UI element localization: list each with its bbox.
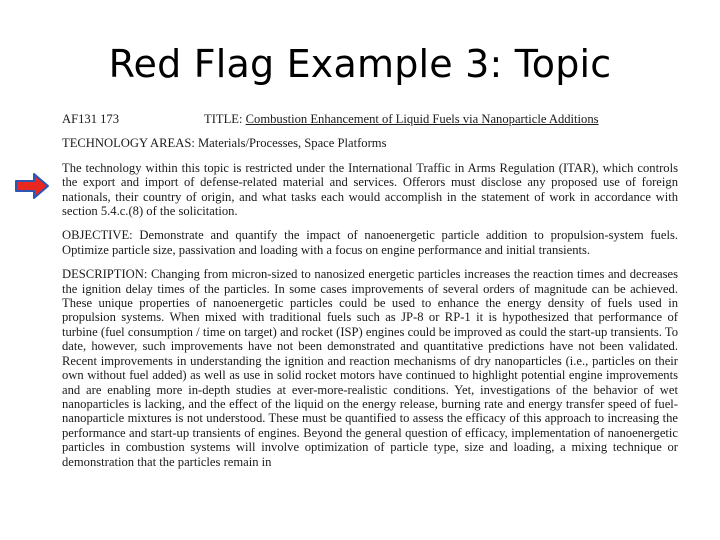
itar-paragraph: The technology within this topic is restricted under the International Traffic in Arms Regulation (ITAR), which controls the export and import of defense-related material and services. Offerors must disclose any proposed use of foreign nationals, their country of origin, and what tasks each would accomplish in the statement of work in accordance with section 5.4.c.(8) of the solicitation. <box>62 160 678 219</box>
technology-areas: TECHNOLOGY AREAS: Materials/Processes, Space Platforms <box>62 136 387 151</box>
description-paragraph: DESCRIPTION: Changing from micron-sized to nanosized energetic particles increases the reaction times and decreases the ignition delay times of the particles. In some cases improvements of several orders of magnitude can be achieved. These unique properties of nanoenergetic particles could be used to enhance the energy density of fuels used in propulsion systems. When mixed with traditional fuels such as JP-8 or RP-1 it is hypothesized that performance of turbine (fuel consumption / time on target) and rocket (ISP) engines could be improved as could the start-up transients. To date, however, such improvements have not been demonstrated and quantitative predictions have not been validated. Recent improvements in understanding the ignition and reaction mechanisms of dry nanoparticles (i.e., particles on their own without fuel added) as well as use in solid rocket motors have continued to highlight potential engine improvements and are enabling more in-depth studies at ever-more-realistic conditions. Yet, investigations of the behavior of wet nanoparticles is lacking, and the effect of the liquid on the energy release, burning rate and energy transfer speed of fuel-nanoparticle mixtures is not understood. These must be quantified to assess the efficacy of this approach to increasing the performance and start-up transients of engines. Beyond the general question of efficacy, implementation of nanoenergetic particles in combustion systems will involve optimization of particle type, size and loading, a mixing technique or demonstration that the particles remain in <box>62 267 678 469</box>
objective-paragraph: OBJECTIVE: Demonstrate and quantify the impact of nanoenergetic particle addition to propulsion-system fuels. Optimize particle size, passivation and loading with a focus on engine performance and initial transients. <box>62 228 678 257</box>
document-excerpt <box>62 112 678 469</box>
topic-title <box>204 112 678 126</box>
red-flag-arrow-icon <box>14 172 50 200</box>
title-text: Combustion Enhancement of Liquid Fuels via Nanoparticle Additions <box>245 112 599 126</box>
topic-id: AF131 173 <box>62 112 120 126</box>
title-label: TITLE: <box>204 112 243 126</box>
topic-header-row <box>62 112 678 126</box>
slide-title: Red Flag Example 3: Topic <box>108 42 612 86</box>
